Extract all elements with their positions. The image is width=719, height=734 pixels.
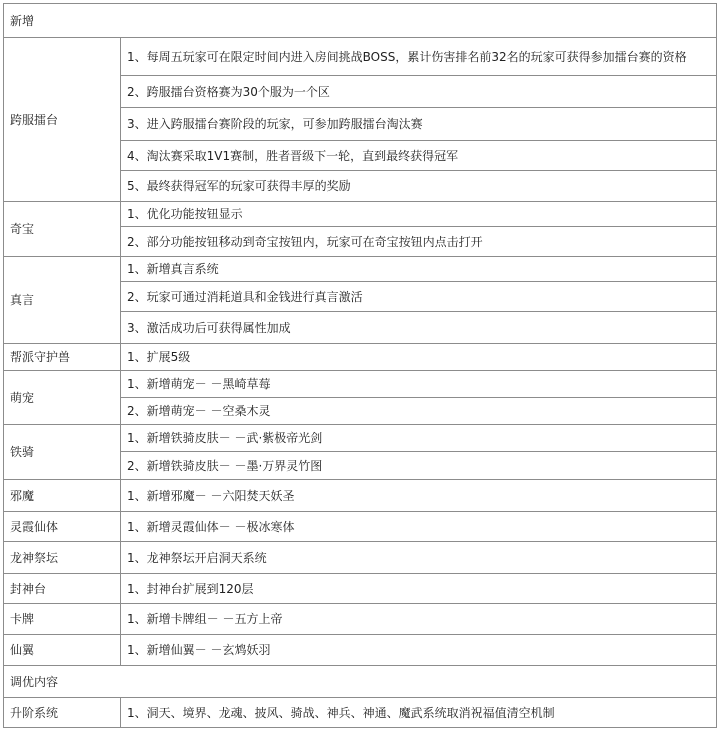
- category-label: 邪魔: [4, 480, 121, 512]
- table-row: [4, 604, 717, 635]
- category-label: 龙神祭坛: [4, 542, 121, 574]
- category-label: 真言: [4, 257, 121, 344]
- category-label: 卡牌: [4, 604, 121, 635]
- item-text: 1、新增灵霞仙体－ －极冰寒体: [121, 512, 717, 542]
- table-row: [4, 202, 717, 227]
- category-label: 跨服擂台: [4, 38, 121, 202]
- item-text: 1、优化功能按钮显示: [121, 202, 717, 227]
- section-title: 调优内容: [4, 666, 717, 698]
- item-text: 2、新增铁骑皮肤－ －墨·万界灵竹图: [121, 452, 717, 480]
- item-text: 1、龙神祭坛开启洞天系统: [121, 542, 717, 574]
- item-text: 2、新增萌宠－ －空桑木灵: [121, 398, 717, 425]
- section-title: 新增: [4, 4, 717, 38]
- category-label: 封神台: [4, 574, 121, 604]
- table-row: [4, 480, 717, 512]
- item-text: 4、淘汰赛采取1V1赛制，胜者晋级下一轮，直到最终获得冠军: [121, 141, 717, 171]
- table-row: [4, 425, 717, 452]
- table-row: [4, 371, 717, 398]
- item-text: 1、新增卡牌组－ －五方上帝: [121, 604, 717, 635]
- category-label: 萌宠: [4, 371, 121, 425]
- table-row: [4, 257, 717, 282]
- item-text: 5、最终获得冠军的玩家可获得丰厚的奖励: [121, 171, 717, 202]
- item-text: 2、玩家可通过消耗道具和金钱进行真言激活: [121, 282, 717, 312]
- section-header-row: [4, 4, 717, 38]
- item-text: 1、洞天、境界、龙魂、披风、骑战、神兵、神通、魔武系统取消祝福值清空机制: [121, 698, 717, 728]
- category-label: 帮派守护兽: [4, 344, 121, 371]
- item-text: 1、新增真言系统: [121, 257, 717, 282]
- changelog-table: [3, 3, 717, 728]
- table-row: [4, 512, 717, 542]
- item-text: 1、扩展5级: [121, 344, 717, 371]
- item-text: 1、新增仙翼－ －玄鸩妖羽: [121, 635, 717, 666]
- section-header-row: [4, 666, 717, 698]
- table-row: [4, 344, 717, 371]
- table-row: [4, 542, 717, 574]
- item-text: 3、激活成功后可获得属性加成: [121, 312, 717, 344]
- item-text: 1、新增铁骑皮肤－ －武·紫极帝光剑: [121, 425, 717, 452]
- category-label: 奇宝: [4, 202, 121, 257]
- category-label: 仙翼: [4, 635, 121, 666]
- table-row: [4, 574, 717, 604]
- item-text: 2、跨服擂台资格赛为30个服为一个区: [121, 76, 717, 108]
- category-label: 灵霞仙体: [4, 512, 121, 542]
- table-row: [4, 38, 717, 76]
- item-text: 3、进入跨服擂台赛阶段的玩家，可参加跨服擂台淘汰赛: [121, 108, 717, 141]
- item-text: 1、每周五玩家可在限定时间内进入房间挑战BOSS，累计伤害排名前32名的玩家可获得参加擂台赛的资格: [121, 38, 717, 76]
- category-label: 铁骑: [4, 425, 121, 480]
- category-label: 升阶系统: [4, 698, 121, 728]
- item-text: 2、部分功能按钮移动到奇宝按钮内，玩家可在奇宝按钮内点击打开: [121, 227, 717, 257]
- table-row: [4, 635, 717, 666]
- item-text: 1、封神台扩展到120层: [121, 574, 717, 604]
- item-text: 1、新增邪魔－ －六阳焚天妖圣: [121, 480, 717, 512]
- item-text: 1、新增萌宠－ －黑崎草莓: [121, 371, 717, 398]
- table-row: [4, 698, 717, 728]
